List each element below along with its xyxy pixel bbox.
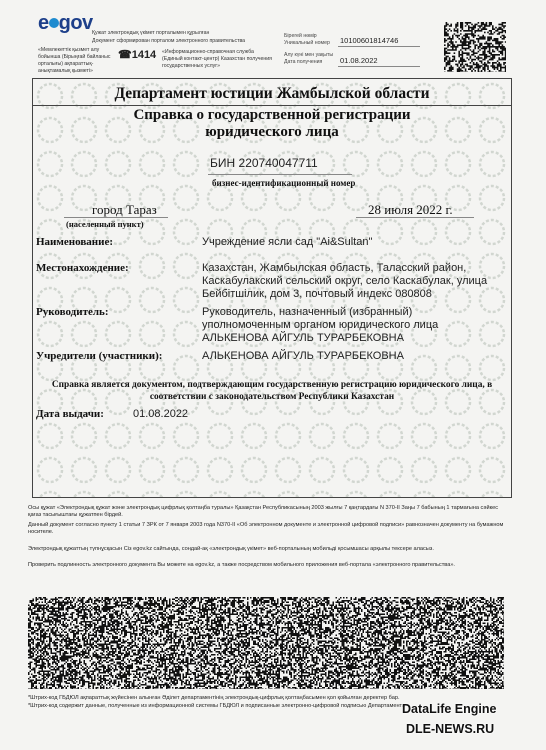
registration-date: 28 июля 2022 г.: [368, 202, 453, 217]
bin-field: [210, 156, 318, 170]
bin-prefix: БИН: [210, 156, 236, 170]
service-text: «Информационно-справочная служба (Единый контакт-центр) Казахстан получения государственных услуг»: [162, 49, 272, 69]
receipt-date: 01.08.2022: [340, 56, 378, 65]
watermark-line1: DataLife Engine: [402, 702, 497, 716]
city-caption: (населенный пункт): [66, 219, 144, 229]
document-title-line2: юридического лица: [205, 124, 339, 140]
watermark-line2: DLE-NEWS.RU: [406, 722, 495, 736]
issue-date-value: 01.08.2022: [133, 408, 189, 420]
department-title: Департамент юстиции Жамбылской области: [114, 85, 430, 102]
document-title: [32, 107, 512, 141]
field-value-director: Руководитель, назначенный (избранный) уполномоченным органом юридического лица АЛЬКЕНОВА АЙГУЛЬ ТУРАРБЕКОВНА: [202, 306, 439, 344]
divider: [356, 217, 474, 218]
divider: [338, 66, 420, 67]
phone-icon: ☎: [118, 49, 132, 61]
barcode-note-ru: *Штрих-код содержит данные, полученные из информационной системы ГБДЮЛ и подписанные электронно-цифровой подписью Департамента: [28, 703, 406, 709]
footer-law-ru: Данный документ согласно пункту 1 статьи 7 ЗРК от 7 января 2003 года N370-II «Об электронном документе и электронной цифровой подписи» равнозначен документу на бумажном носителе.: [28, 522, 504, 536]
document-title-line1: Справка о государственной регистрации: [133, 107, 411, 123]
unique-number: 10100601814746: [340, 36, 399, 45]
divider: [338, 46, 420, 47]
unique-number-label-kz: Бірегей нөмір: [284, 33, 317, 39]
service-center-text: «Мемлекеттік қызмет алу бойынша (Бірыңғай байланыс орталығы) ақпараттық-анықтамалық қызметі»: [38, 47, 111, 74]
legal-note: Справка является документом, подтверждающим государственную регистрацию юридического лица, в соответствии с законодательством Республики Казахстан: [51, 380, 493, 402]
unique-number-label-ru: Уникальный номер: [284, 40, 330, 46]
barcode-note-kz: *Штрих-код ГБДЮЛ ақпараттық жүйесінен алынған Әділет департаментінің электрондық-цифрлық қолтаңбасымен қол қойылған деректер бар.: [28, 695, 400, 701]
footer-law-kz: Осы құжат «Электрондық құжат және электрондық цифрлық қолтаңба туралы» Қазақстан Республикасының 2003 жылғы 7 қаңтардағы N 370-II Заңы 7 бабының 1 тармағына сәйкес қағаз тасығыштағы құжатпен бірдей.: [28, 505, 499, 519]
header-ru-line: Документ сформирован порталом электронного правительства: [92, 38, 246, 44]
field-label-director: Руководитель:: [36, 306, 109, 318]
field-value-name: Учреждение ясли сад "Ai&Sultan": [202, 236, 373, 248]
qr-code: [444, 22, 506, 72]
date-label-ru: Дата получения: [284, 59, 323, 65]
document-header: [0, 0, 546, 78]
egov-logo: e gov: [38, 12, 93, 34]
document-barcode: [28, 597, 504, 689]
footer-check-kz: Электрондық құжаттың түпнұсқасын Сіз egov.kz сайтында, сондай-ақ «электрондық үкімет» веб-порталының мобильді қосымшасы арқылы тексере аласыз.: [28, 546, 434, 552]
field-label-founders: Учредители (участники):: [36, 350, 163, 362]
divider: [32, 105, 512, 106]
city-value: город Тараз: [92, 202, 157, 217]
field-value-location: Казахстан, Жамбылская область, Таласский район, Каскабулакский сельский округ, село Каскабулак, улица Бейбітшілик, дом 3, почтовый индекс 080808: [202, 262, 488, 300]
date-label-kz: Алу күні мен уақыты: [284, 52, 334, 58]
divider: [208, 174, 352, 175]
divider: [64, 217, 168, 218]
field-value-founders: АЛЬКЕНОВА АЙГУЛЬ ТУРАРБЕКОВНА: [202, 350, 404, 362]
field-label-name: Наименование:: [36, 236, 113, 248]
bin-value: 220740047711: [238, 156, 318, 170]
phone-number: ☎1414: [118, 49, 157, 61]
footer-check-ru: Проверить подлинность электронного документа Вы можете на egov.kz, а также посредством мобильного приложения веб-портала «электронного правительства».: [28, 562, 455, 568]
issue-date-label: Дата выдачи:: [36, 408, 104, 420]
field-label-location: Местонахождение:: [36, 262, 129, 274]
header-kz-line: Қужат электрондық үкімет порталымен құрылған: [92, 30, 210, 36]
bin-caption: бизнес-идентификационный номер: [212, 178, 356, 188]
